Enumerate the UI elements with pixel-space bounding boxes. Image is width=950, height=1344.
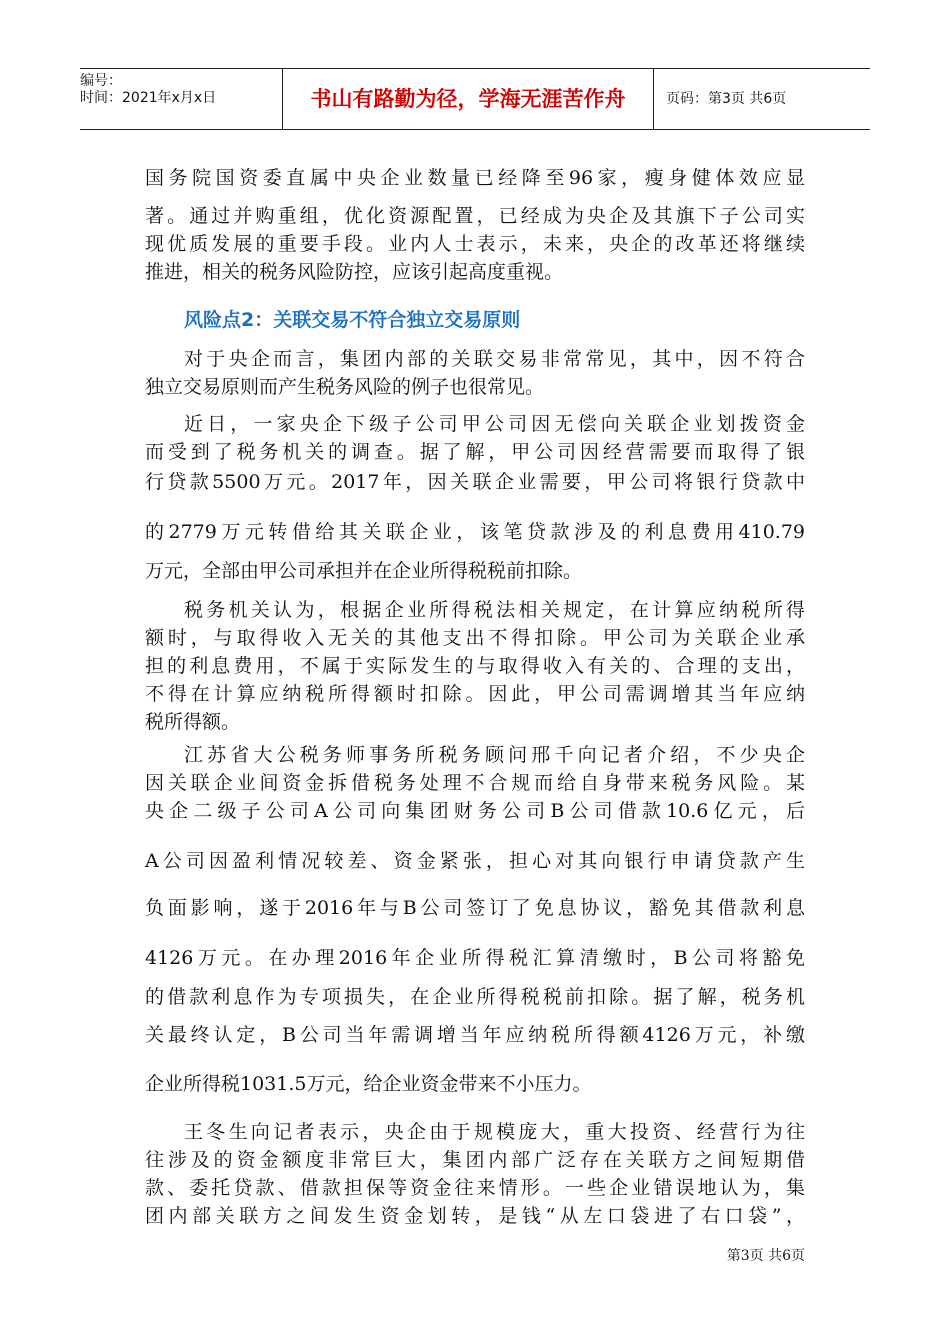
page-header [80,68,870,130]
body-line: 的2779万元转借给其关联企业，该笔贷款涉及的利息费用410.79 [145,521,805,543]
page-footer: 第3页 共6页 [726,1248,805,1264]
body-line: 往涉及的资金额度非常巨大，集团内部广泛存在关联方之间短期借 [145,1149,805,1171]
body-line: 税务机关认为，根据企业所得税法相关规定，在计算应纳税所得 [184,599,805,621]
body-line: 而受到了税务机关的调查。据了解，甲公司因经营需要而取得了银 [145,441,805,463]
body-line: 不得在计算应纳税所得额时扣除。因此，甲公司需调增其当年应纳 [145,683,805,705]
body-line: 因关联企业间资金拆借税务处理不合规而给自身带来税务风险。某 [145,772,805,794]
body-line: 现优质发展的重要手段。业内人士表示，未来，央企的改革还将继续 [145,233,805,255]
body-line: 担的利息费用，不属于实际发生的与取得收入有关的、合理的支出， [145,655,805,677]
document-number-label: 编号： [80,73,122,89]
header-meta [80,69,282,129]
body-line: 推进，相关的税务风险防控，应该引起高度重视。 [145,261,564,283]
body-line: A公司因盈利情况较差、资金紧张，担心对其向银行申请贷款产生 [145,850,805,872]
body-line: 的借款利息作为专项损失，在企业所得税税前扣除。据了解，税务机 [145,986,805,1008]
body-line: 负面影响，遂于2016年与B公司签订了免息协议，豁免其借款利息 [145,897,805,919]
body-line: 央企二级子公司A公司向集团财务公司B公司借款10.6亿元，后 [145,800,805,822]
body-line: 团内部关联方之间发生资金划转，是钱“从左口袋进了右口袋”， [145,1205,805,1227]
body-line: 税所得额。 [145,711,241,733]
body-line: 国务院国资委直属中央企业数量已经降至96家，瘦身健体效应显 [145,167,805,189]
body-line: 额时，与取得收入无关的其他支出不得扣除。甲公司为关联企业承 [145,627,805,649]
header-page-number: 页码：第3页 共6页 [666,91,787,107]
body-line: 对于央企而言，集团内部的关联交易非常常见，其中，因不符合 [184,348,805,370]
body-line: 近日，一家央企下级子公司甲公司因无偿向关联企业划拨资金 [184,413,805,435]
body-line: 款、委托贷款、借款担保等资金往来情形。一些企业错误地认为，集 [145,1177,805,1199]
section-heading: 风险点2：关联交易不符合独立交易原则 [184,309,521,331]
body-line: 独立交易原则而产生税务风险的例子也很常见。 [145,376,545,398]
body-line: 王冬生向记者表示，央企由于规模庞大，重大投资、经营行为往 [184,1121,805,1143]
document-date: 时间：2021年x月x日 [80,90,217,106]
body-line: 著。通过并购重组，优化资源配置，已经成为央企及其旗下子公司实 [145,205,805,227]
body-line: 万元，全部由甲公司承担并在企业所得税税前扣除。 [145,560,583,582]
body-line: 4126万元。在办理2016年企业所得税汇算清缴时，B公司将豁免 [145,947,805,969]
header-motto: 书山有路勤为径，学海无涯苦作舟 [282,69,654,129]
body-line: 关最终认定，B公司当年需调增当年应纳税所得额4126万元，补缴 [145,1024,805,1046]
body-line: 江苏省大公税务师事务所税务顾问邢千向记者介绍，不少央企 [184,744,805,766]
body-line: 企业所得税1031.5万元，给企业资金带来不小压力。 [145,1073,592,1095]
body-line: 行贷款5500万元。2017年，因关联企业需要，甲公司将银行贷款中 [145,471,805,493]
